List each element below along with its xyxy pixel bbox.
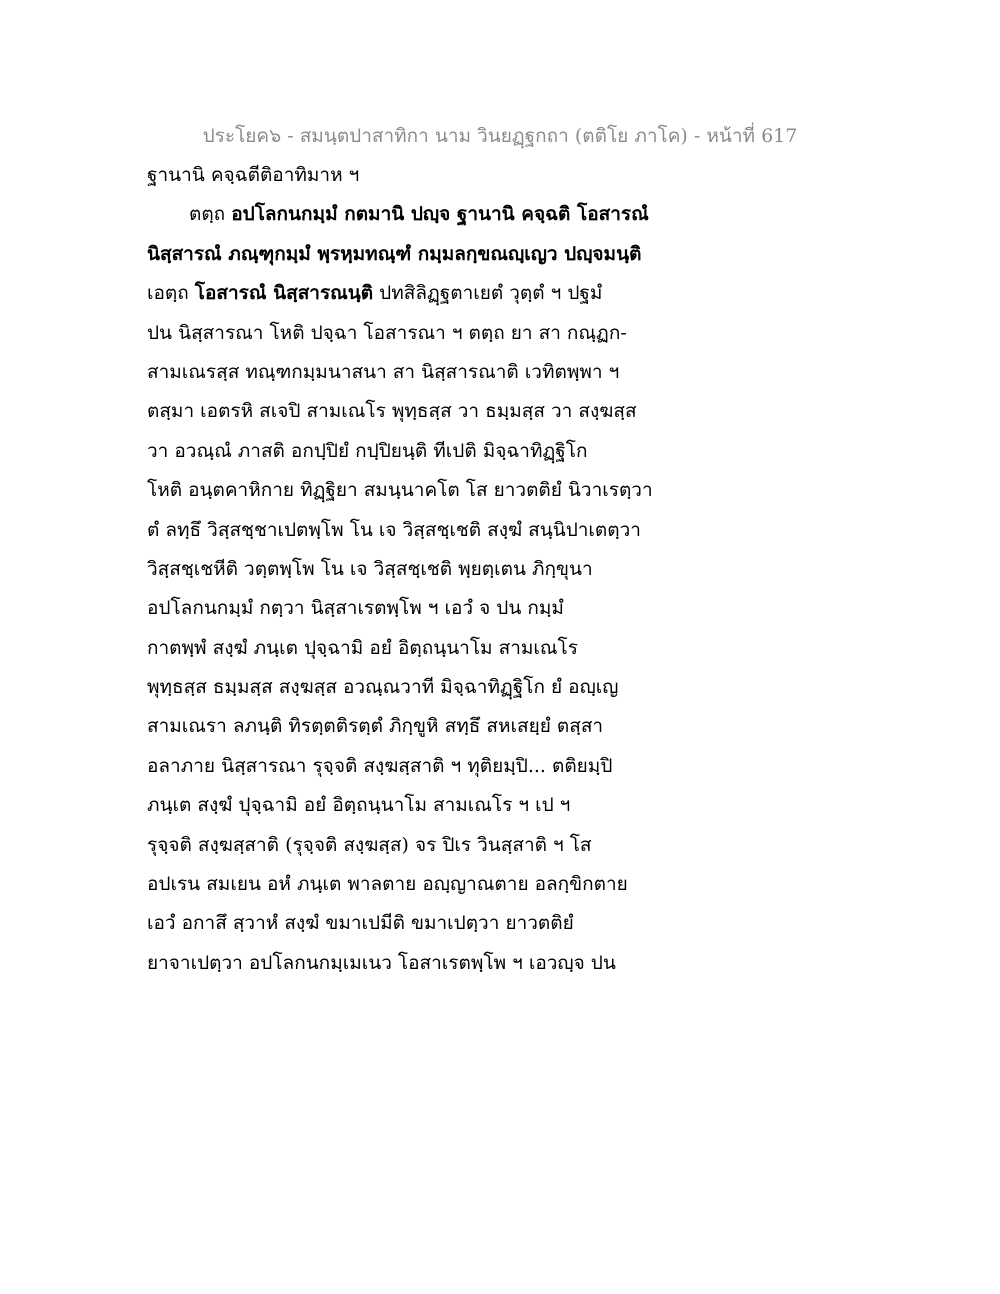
text-segment-bold: โอสารณํ นิสฺสารณนฺติ <box>194 282 374 305</box>
text-segment: วา อวณฺณํ ภาสติ อกปฺปิยํ กปฺปิยนฺติ ทีเปติ มิจฺฉาทิฏฺฐิโก <box>147 439 588 462</box>
running-header <box>0 121 1000 151</box>
text-segment: ตสฺมา เอตรหิ สเจปิ สามเณโร พุทฺธสฺส วา ธมฺมสฺส วา สงฺฆสฺส <box>147 400 637 423</box>
text-line <box>147 944 707 983</box>
text-segment: ปทสิลิฏฺฐตาเยตํ วุตฺตํ ฯ ปฐมํ <box>373 282 603 305</box>
text-line <box>147 432 707 471</box>
text-line <box>147 629 707 668</box>
text-line <box>147 235 707 274</box>
text-line <box>147 314 707 353</box>
text-segment: สามเณรา ลภนฺติ ทิรตฺตติรตฺตํ ภิกฺขูหิ สทฺธึ สหเสยฺยํ ตสฺสา <box>147 715 604 738</box>
text-segment: อปเรน สมเยน อหํ ภนฺเต พาลตาย อญฺญาณตาย อลกฺขิกตาย <box>147 873 628 896</box>
text-segment: อลาภาย นิสฺสารณา รุจฺจติ สงฺฆสฺสาติ ฯ ทุติยมฺปิ... ตติยมฺปิ <box>147 754 613 777</box>
text-line <box>147 668 707 707</box>
text-segment: ยาจาเปตฺวา อปโลกนกมฺเมเนว โอสาเรตพฺโพ ฯ เอวญฺจ ปน <box>147 951 616 974</box>
text-segment-bold: นิสฺสารณํ ภณฺฑุกมฺมํ พฺรหฺมทณฺฑํ กมฺมลกฺขณญฺเญว ปญฺจมนฺติ <box>147 242 642 265</box>
text-line <box>147 589 707 628</box>
text-line <box>147 865 707 904</box>
running-header-text: ประโยค๖ - สมนฺตปาสาทิกา นาม วินยฏฺฐกถา (ตติโย ภาโค) - หน้าที่ 617 <box>202 125 798 147</box>
text-line <box>147 707 707 746</box>
text-line <box>147 353 707 392</box>
text-line <box>147 904 707 943</box>
text-line <box>147 511 707 550</box>
text-segment: ตตฺถ <box>189 203 232 226</box>
text-line <box>147 195 707 234</box>
text-line <box>147 826 707 865</box>
text-segment: เอตฺถ <box>147 282 195 305</box>
text-segment: ฐานานิ คจฺฉตีติอาทิมาห ฯ <box>147 164 360 186</box>
body-text <box>147 156 707 983</box>
text-line <box>147 550 707 589</box>
text-segment: ภนฺเต สงฺฆํ ปุจฺฉามิ อยํ อิตฺถนฺนาโม สามเณโร ฯ เป ฯ <box>147 794 571 817</box>
text-segment: เอวํ อกาสึ สฺวาหํ สงฺฆํ ขมาเปมีติ ขมาเปตฺวา ยาวตติยํ <box>147 912 574 935</box>
text-line <box>147 274 707 313</box>
text-segment: สามเณรสฺส ทณฺฑกมฺมนาสนา สา นิสฺสารณาติ เวทิตพฺพา ฯ <box>147 360 620 383</box>
text-segment: รุจฺจติ สงฺฆสฺสาติ (รุจฺจติ สงฺฆสฺส) จร ปิเร วินสฺสาติ ฯ โส <box>147 833 592 856</box>
text-segment: วิสฺสชฺเชหีติ วตฺตพฺโพ โน เจ วิสฺสชฺเชติ พฺยตฺเตน ภิกฺขุนา <box>147 557 593 580</box>
text-segment: โหติ อนฺตคาหิกาย ทิฏฺฐิยา สมนฺนาคโต โส ยาวตติยํ นิวาเรตฺวา <box>147 479 653 502</box>
text-segment: พุทฺธสฺส ธมฺมสฺส สงฺฆสฺส อวณฺณวาที มิจฺฉาทิฏฺฐิโก ยํ อญฺเญ <box>147 676 619 699</box>
text-line <box>147 392 707 431</box>
text-segment: ตํ ลทฺธึ วิสฺสชฺชาเปตพฺโพ โน เจ วิสฺสชฺเชติ สงฺฆํ สนฺนิปาเตตฺวา <box>147 518 641 541</box>
text-line <box>147 156 707 195</box>
text-segment: ปน นิสฺสารณา โหติ ปจฺฉา โอสารณา ฯ ตตฺถ ยา สา กณฺฏก- <box>147 321 627 344</box>
text-line <box>147 471 707 510</box>
text-segment: กาตพฺพํ สงฺฆํ ภนฺเต ปุจฺฉามิ อยํ อิตฺถนฺนาโม สามเณโร <box>147 636 578 659</box>
text-line <box>147 747 707 786</box>
text-line <box>147 786 707 825</box>
text-segment-bold: อปโลกนกมฺมํ กตมานิ ปญฺจ ฐานานิ คจฺฉติ โอสารณํ <box>231 203 649 226</box>
text-segment: อปโลกนกมฺมํ กตฺวา นิสฺสาเรตพฺโพ ฯ เอวํ จ ปน กมฺมํ <box>147 597 564 620</box>
